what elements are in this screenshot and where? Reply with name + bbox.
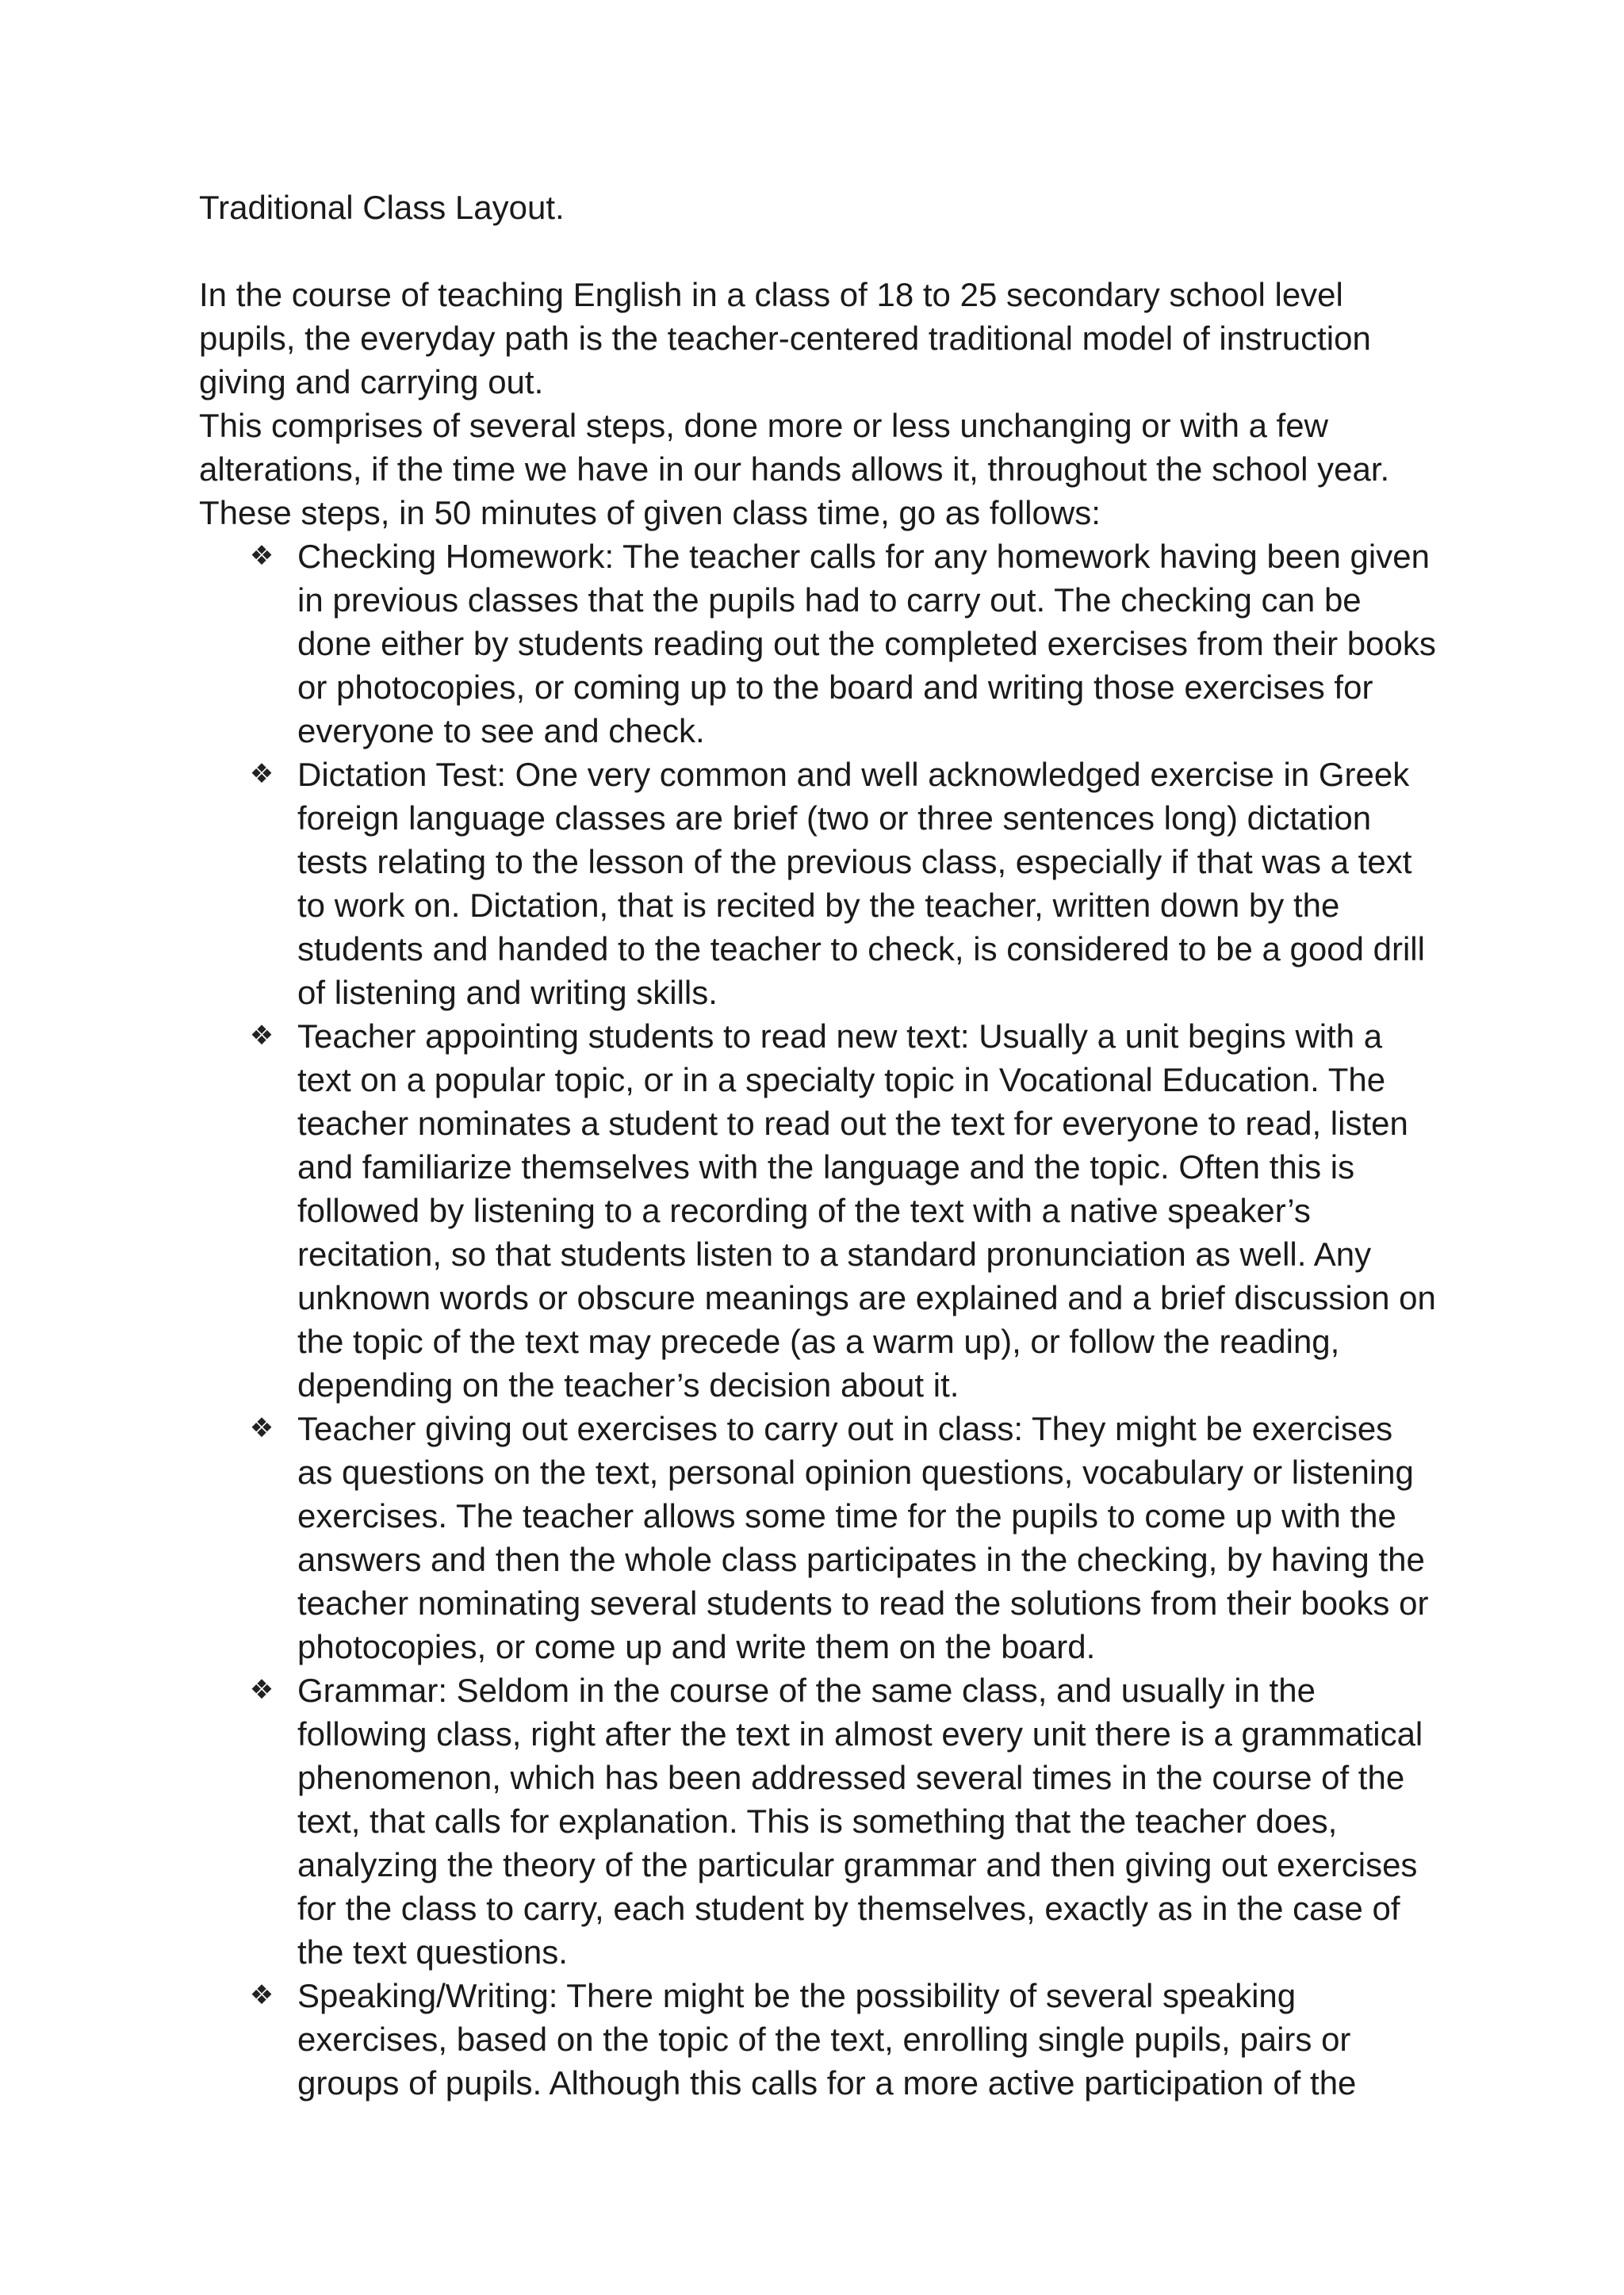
steps-list (199, 534, 1436, 2105)
diamond-bullet-icon: ❖ (249, 1979, 274, 2011)
diamond-bullet-icon: ❖ (249, 1674, 274, 1706)
list-item-text: Checking Homework: The teacher calls for any homework having been given in previous classes that the pupils had to carry out. The checking can be done either by students reading out the completed exercises from their books or photocopies, or coming up to the board and writing those exercises for everyone to see and check. (297, 538, 1436, 749)
diamond-bullet-icon: ❖ (249, 1020, 274, 1052)
list-item-text: Teacher giving out exercises to carry out in class: They might be exercises as questions on the text, personal opinion questions, vocabulary or listening exercises. The teacher allows some time for the pupils to come up with the answers and then the whole class participates in the checking, by having the teacher nominating several students to read the solutions from their books or photocopies, or come up and write them on the board. (297, 1410, 1429, 1665)
document-page (199, 186, 1436, 2105)
diamond-bullet-icon: ❖ (249, 540, 274, 572)
diamond-bullet-icon: ❖ (249, 758, 274, 790)
list-item-text: Grammar: Seldom in the course of the same class, and usually in the following class, right after the text in almost every unit there is a grammatical phenomenon, which has been addressed several times in the course of the text, that calls for explanation. This is something that the teacher does, analyzing the theory of the particular grammar and then giving out exercises for the class to carry, each student by themselves, exactly as in the case of the text questions. (297, 1672, 1423, 1971)
list-item-text: Dictation Test: One very common and well acknowledged exercise in Greek foreign language classes are brief (two or three sentences long) dictation tests relating to the lesson of the previous class, especially if that was a text to work on. Dictation, that is recited by the teacher, written down by the students and handed to the teacher to check, is considered to be a good drill of listening and writing skills. (297, 756, 1425, 1011)
list-item-grammar (199, 1669, 1436, 1974)
paragraph-intro: In the course of teaching English in a class of 18 to 25 secondary school level pupils, the everyday path is the teacher-centered traditional model of instruction giving and carrying out. (199, 276, 1371, 400)
paragraph-steps: This comprises of several steps, done more or less unchanging or with a few alterations, if the time we have in our hands allows it, throughout the school year. (199, 407, 1390, 488)
diamond-bullet-icon: ❖ (249, 1412, 274, 1444)
spacer (199, 229, 1436, 273)
list-item-class-exercises (199, 1407, 1436, 1669)
document-title: Traditional Class Layout. (199, 189, 565, 226)
list-item-dictation-test (199, 753, 1436, 1014)
list-item-text: Speaking/Writing: There might be the possibility of several speaking exercises, based on the topic of the text, enrolling single pupils, pairs or groups of pupils. Although this calls for a more active participation of the (297, 1977, 1357, 2102)
list-item-text: Teacher appointing students to read new text: Usually a unit begins with a text on a popular topic, or in a specialty topic in Vocational Education. The teacher nominates a student to read out the text for everyone to read, listen and familiarize themselves with the language and the topic. Often this is followed by listening to a recording of the text with a native speaker’s recitation, so that students listen to a standard pronunciation as well. Any unknown words or obscure meanings are explained and a brief discussion on the topic of the text may precede (as a warm up), or follow the reading, depending on the teacher’s decision about it. (297, 1017, 1436, 1404)
paragraph-steps-list-intro: These steps, in 50 minutes of given class time, go as follows: (199, 494, 1101, 531)
list-item-speaking-writing (199, 1974, 1436, 2105)
list-item-reading-new-text (199, 1014, 1436, 1407)
list-item-checking-homework (199, 534, 1436, 753)
